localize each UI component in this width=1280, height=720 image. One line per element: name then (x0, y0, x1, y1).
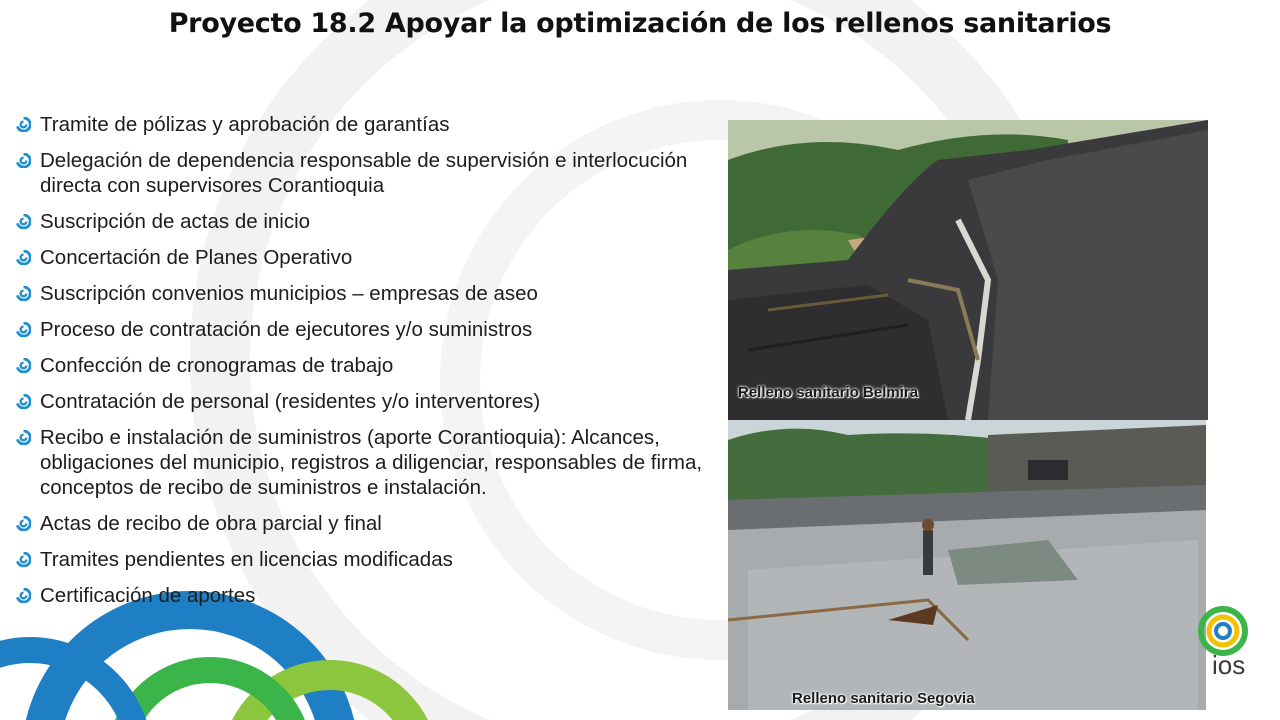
swirl-bullet-icon (16, 214, 31, 229)
bullet-text: Actas de recibo de obra parcial y final (40, 512, 382, 535)
list-item (16, 583, 706, 608)
swirl-bullet-icon (16, 430, 31, 445)
bullet-text: Recibo e instalación de suministros (aporte Corantioquia): Alcances, obligaciones del municipio, registros a diligenciar, responsables de firma, conceptos de recibo de suministros e instalación. (40, 426, 703, 499)
list-item (16, 209, 706, 234)
swirl-bullet-icon (16, 588, 31, 603)
list-item (16, 281, 706, 306)
list-item (16, 547, 706, 572)
bullet-text: Contratación de personal (residentes y/o interventores) (40, 390, 541, 413)
bullet-text: Suscripción convenios municipios – empresas de aseo (40, 282, 538, 305)
bullet-text: Certificación de aportes (40, 584, 256, 607)
photo-caption-belmira: Relleno sanitario Belmira (738, 384, 919, 401)
photo-belmira (728, 120, 1208, 420)
swirl-bullet-icon (16, 394, 31, 409)
list-item (16, 425, 706, 500)
swirl-bullet-icon (16, 286, 31, 301)
swirl-bullet-icon (16, 322, 31, 337)
bullet-text: Tramites pendientes en licencias modificadas (40, 548, 453, 571)
bullet-text: Delegación de dependencia responsable de supervisión e interlocución directa con supervisores Corantioquia (40, 149, 688, 197)
logo-text: ios (1212, 650, 1246, 680)
bullet-text: Suscripción de actas de inicio (40, 210, 311, 233)
swirl-bullet-icon (16, 516, 31, 531)
bullet-text: Proceso de contratación de ejecutores y/o suministros (40, 318, 533, 341)
swirl-bullet-icon (16, 250, 31, 265)
bullet-text: Concertación de Planes Operativo (40, 246, 353, 269)
bullet-text: Tramite de pólizas y aprobación de garantías (40, 113, 450, 136)
landfill-photo-illustration (728, 420, 1206, 710)
bullet-list (16, 112, 706, 619)
swirl-bullet-icon (16, 117, 31, 132)
list-item (16, 317, 706, 342)
swirl-bullet-icon (16, 552, 31, 567)
list-item (16, 112, 706, 137)
swirl-bullet-icon (16, 153, 31, 168)
list-item (16, 245, 706, 270)
slide-title: Proyecto 18.2 Apoyar la optimización de los rellenos sanitarios (168, 8, 1112, 39)
list-item (16, 389, 706, 414)
bullet-text: Confección de cronogramas de trabajo (40, 354, 394, 377)
landfill-photo-illustration (728, 120, 1208, 420)
list-item (16, 511, 706, 536)
swirl-bullet-icon (16, 358, 31, 373)
list-item (16, 353, 706, 378)
list-item (16, 148, 706, 198)
photo-caption-segovia: Relleno sanitario Segovia (792, 690, 975, 707)
photo-segovia (728, 420, 1206, 710)
corantioquia-logo-icon (1198, 606, 1248, 656)
